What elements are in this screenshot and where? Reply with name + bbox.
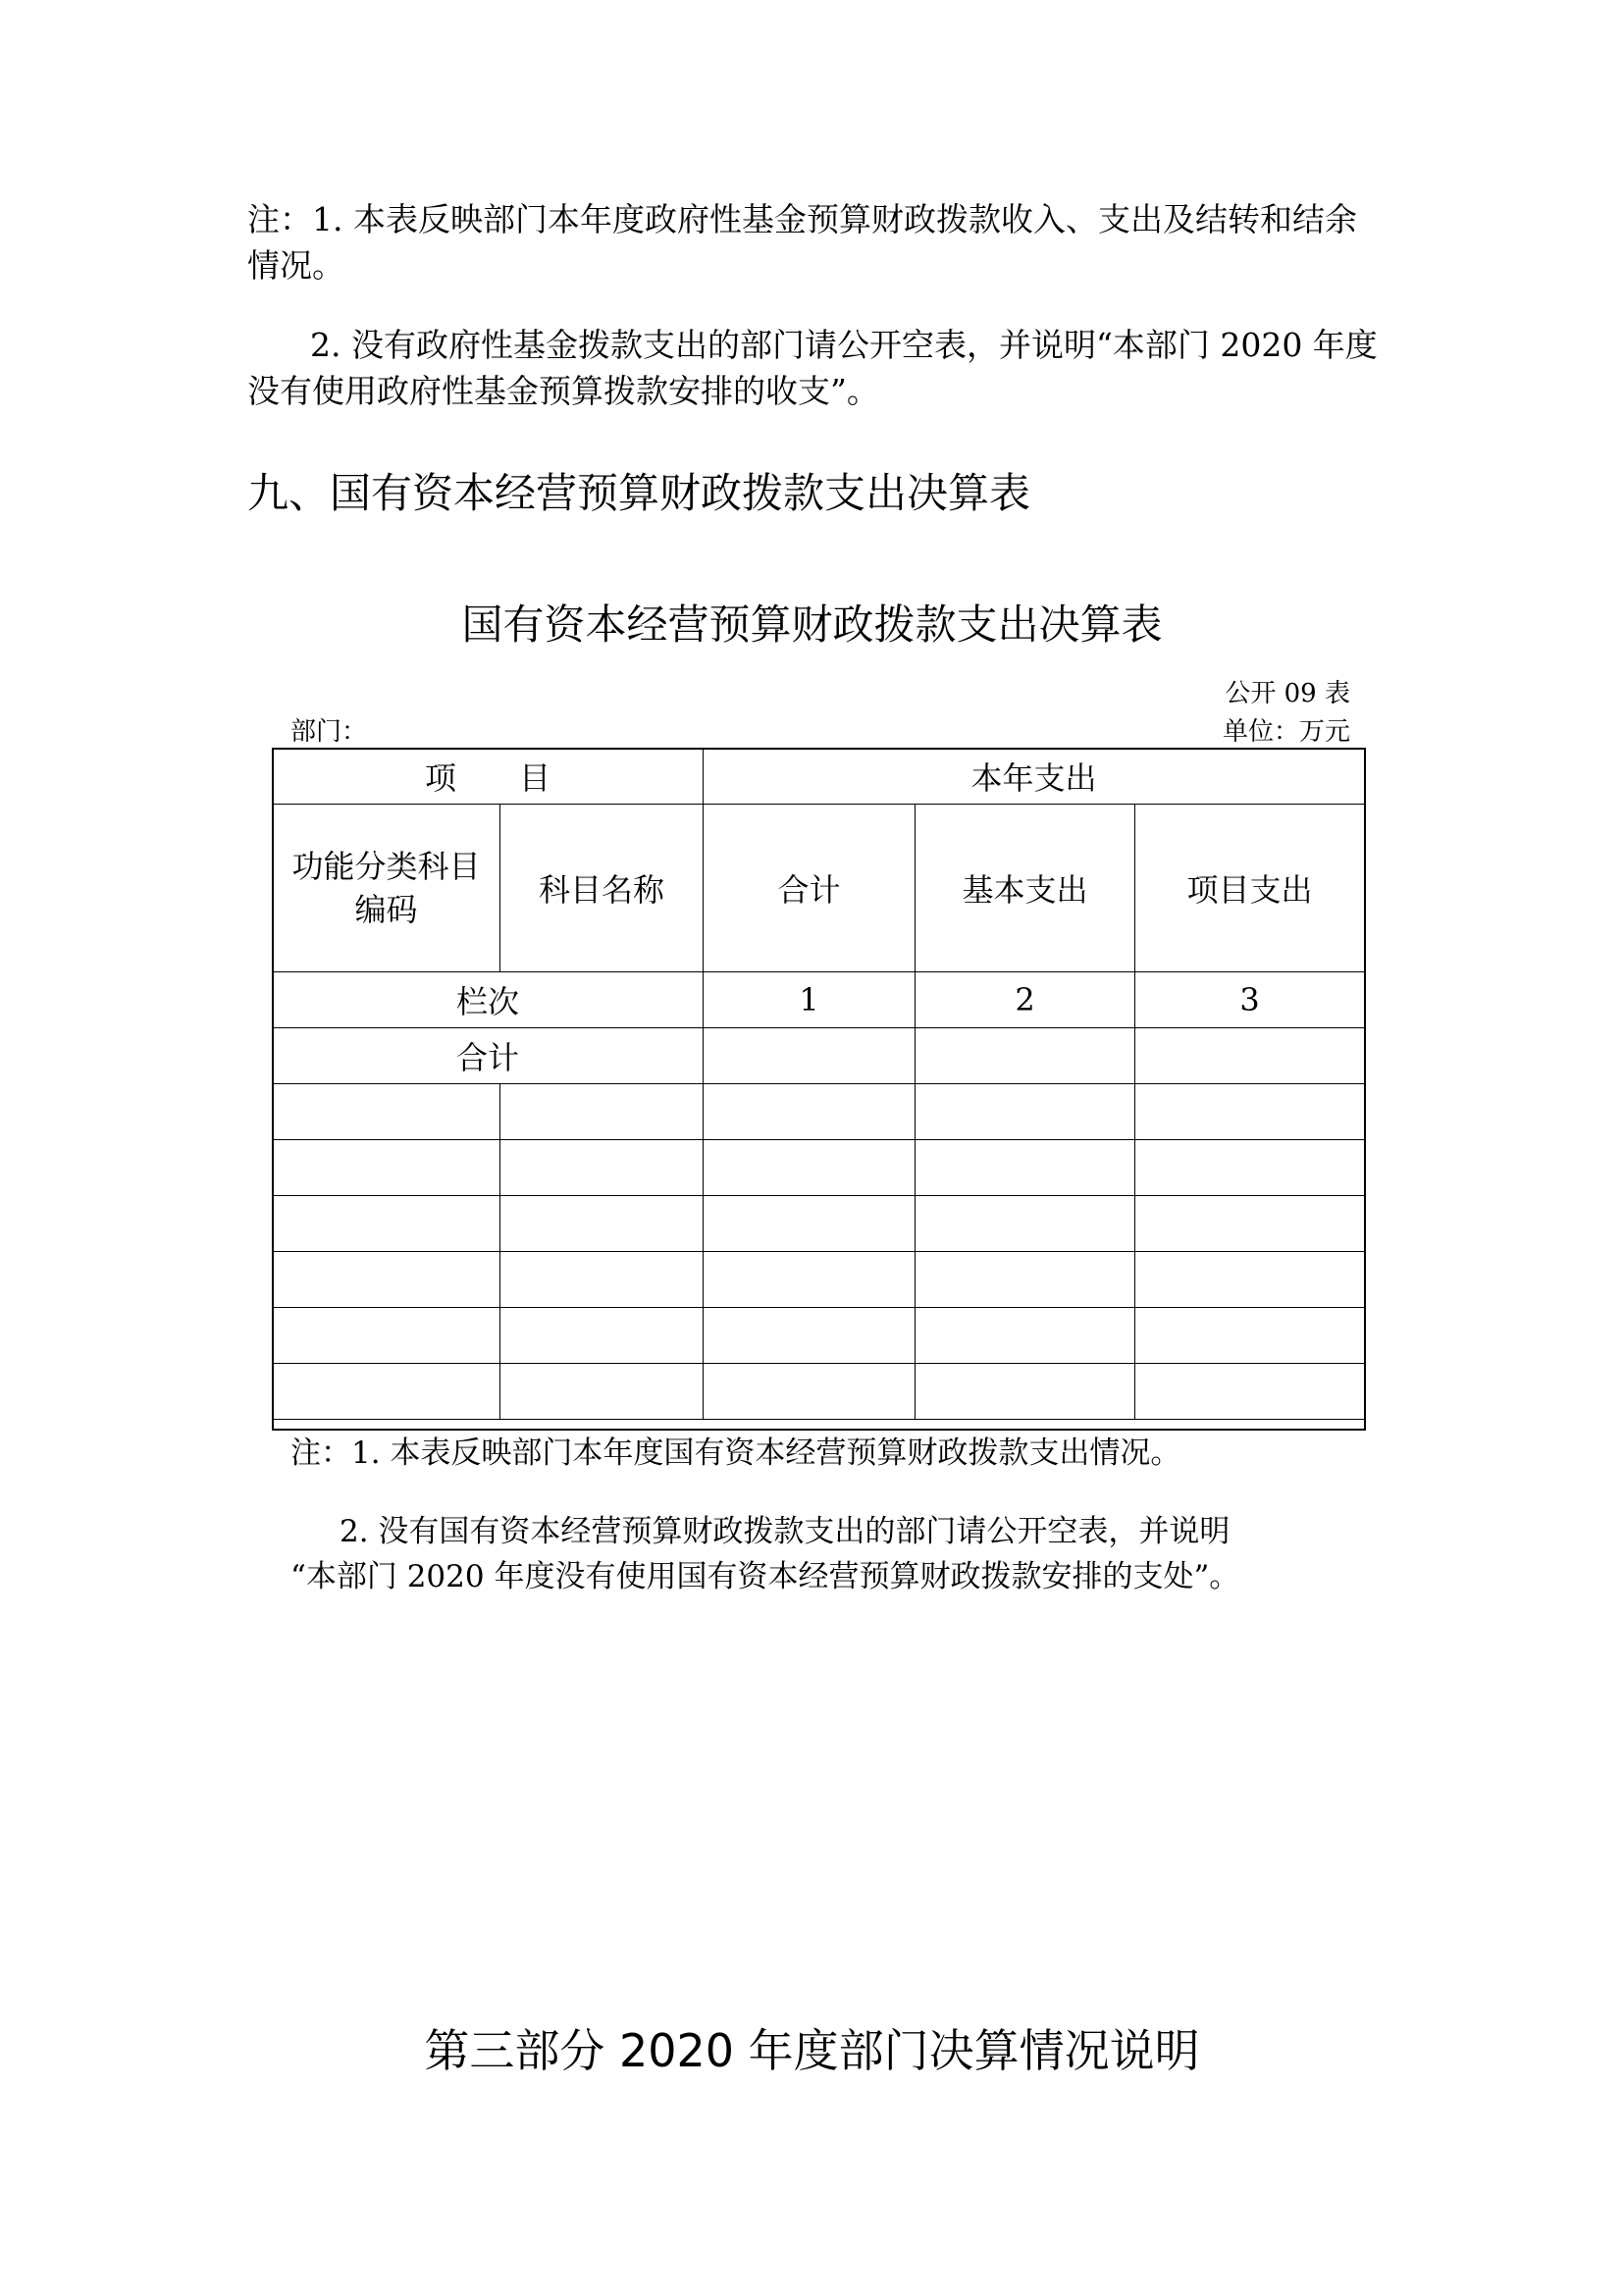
col-total-header: 合计 [704,805,916,972]
table-cell [704,1252,916,1308]
col-basic-header: 基本支出 [916,805,1135,972]
col-code-header: 功能分类科目编码 [273,805,500,972]
intro-note-1 [247,196,1386,288]
table-cell [273,1308,500,1364]
table-row [273,1364,1365,1420]
intro-note-2-line-1: 2. 没有政府性基金拨款支出的部门请公开空表，并说明“本部门 2020 年度 [310,326,1378,364]
total-row [273,1028,1365,1084]
table-cell [1135,1084,1365,1140]
col-name-header: 科目名称 [500,805,704,972]
row-column-label: 栏次 [273,972,704,1028]
table-cell [273,1140,500,1196]
intro-note-1-line-2: 情况。 [247,246,344,285]
department-label: 部门： [290,717,368,747]
table-cell [916,1252,1135,1308]
table-cell [704,1308,916,1364]
table-cell [1135,1252,1365,1308]
row-total-label: 合计 [273,1028,704,1084]
table-row [273,1252,1365,1308]
form-code: 公开 09 表 [1225,679,1350,708]
col-num-3: 3 [1135,972,1365,1028]
column-number-row [273,972,1365,1028]
table-cell [916,1140,1135,1196]
table-row [273,1084,1365,1140]
table-cell [1135,1140,1365,1196]
total-cell [916,1028,1135,1084]
intro-note-1-line-1: 注：1. 本表反映部门本年度政府性基金预算财政拨款收入、支出及结转和结余 [247,200,1357,238]
col-num-2: 2 [916,972,1135,1028]
table-cell [1135,1364,1365,1420]
header-item-cell: 项 目 [273,749,704,805]
table-cell [273,1196,500,1252]
table-cell [916,1364,1135,1420]
table-row [273,1140,1365,1196]
section-heading: 九、国有资本经营预算财政拨款支出决算表 [247,469,1031,517]
table-note-2 [290,1509,1370,1599]
table-row [273,1196,1365,1252]
table-cell [704,1364,916,1420]
table-row [273,1308,1365,1364]
budget-table [272,748,1365,1420]
table-cell [704,1140,916,1196]
total-cell [704,1028,916,1084]
table-cell [704,1196,916,1252]
table-cell [273,1084,500,1140]
table-cell [916,1084,1135,1140]
total-cell [1135,1028,1365,1084]
table-header-row [273,749,1365,805]
table-note-1: 注：1. 本表反映部门本年度国有资本经营预算财政拨款支出情况。 [290,1435,1181,1471]
table-title: 国有资本经营预算财政拨款支出决算表 [461,600,1163,649]
part-title: 第三部分 2020 年度部门决算情况说明 [424,2024,1200,2077]
table-cell [1135,1196,1365,1252]
col-num-1: 1 [704,972,916,1028]
table-cell [273,1364,500,1420]
table-cell [500,1140,704,1196]
table-cell [500,1252,704,1308]
table-cell [500,1308,704,1364]
unit-label: 单位：万元 [1222,717,1350,747]
table-cell [704,1084,916,1140]
table-note-2-line-1: 2. 没有国有资本经营预算财政拨款支出的部门请公开空表，并说明 [340,1514,1231,1549]
table-cell [1135,1308,1365,1364]
intro-note-2 [247,322,1386,414]
intro-note-2-line-2: 没有使用政府性基金预算拨款安排的收支”。 [247,372,879,410]
header-current-year-cell: 本年支出 [704,749,1365,805]
table-subheader-row [273,805,1365,972]
table-cell [916,1308,1135,1364]
table-cell [500,1084,704,1140]
table-cell [500,1196,704,1252]
table-cell [273,1252,500,1308]
table-note-2-line-2: “本部门 2020 年度没有使用国有资本经营预算财政拨款安排的支处”。 [290,1559,1240,1594]
col-project-header: 项目支出 [1135,805,1365,972]
table-cell [916,1196,1135,1252]
table-cell [500,1364,704,1420]
